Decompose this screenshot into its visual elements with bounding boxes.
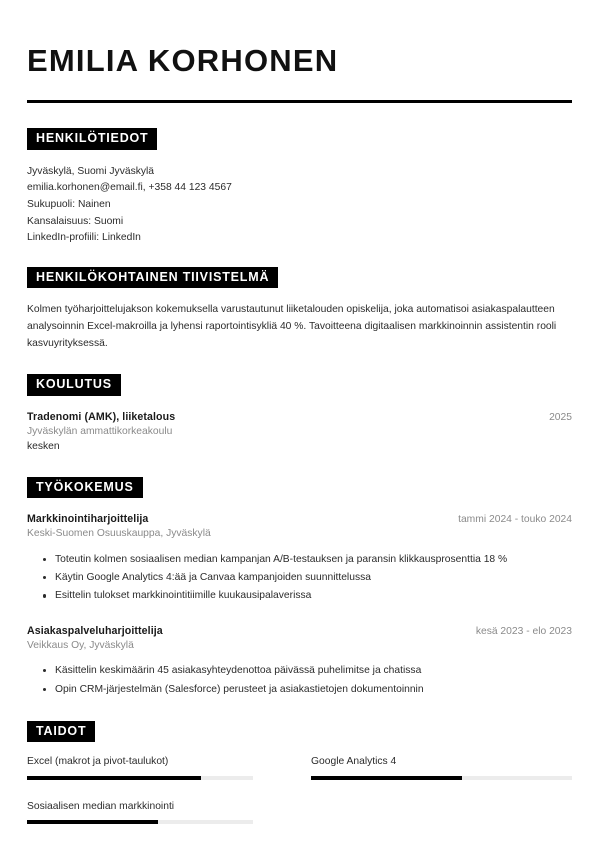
contact-line-linkedin: LinkedIn-profiili: LinkedIn: [27, 232, 141, 244]
section-skills: [27, 721, 572, 844]
page-title: EMILIA KORHONEN: [27, 43, 339, 78]
skill-track: [27, 776, 253, 780]
skill-track: [27, 820, 253, 824]
section-experience: [27, 477, 572, 699]
education-institution: Jyväskylän ammattikorkeakoulu: [27, 425, 173, 437]
experience-employer: Keski-Suomen Osuuskauppa, Jyväskylä: [27, 528, 211, 540]
contact-line-email-phone: emilia.korhonen@email.fi, +358 44 123 4567: [27, 182, 232, 194]
contact-line-gender: Sukupuoli: Nainen: [27, 198, 111, 210]
section-badge-skills: TAIDOT: [27, 721, 95, 743]
section-education: [27, 374, 572, 454]
experience-job-title: Asiakaspalveluharjoittelija: [27, 624, 163, 637]
contact-line-location: Jyväskylä, Suomi Jyväskylä: [27, 165, 155, 177]
experience-job-title: Markkinointiharjoittelija: [27, 513, 149, 526]
experience-date: tammi 2024 - touko 2024: [458, 514, 572, 526]
skill-fill: [27, 776, 201, 780]
education-degree: Tradenomi (AMK), liiketalous: [27, 410, 176, 423]
section-badge-experience: TYÖKOKEMUS: [27, 477, 143, 499]
education-date: 2025: [549, 411, 572, 423]
experience-employer: Veikkaus Oy, Jyväskylä: [27, 639, 134, 651]
education-status: kesken: [27, 441, 60, 453]
summary-text: Kolmen työharjoittelujakson kokemuksella varustautunut liiketalouden opiskelija, joka automatisoi asiakaspalautteen analysoinnin Excel-makroilla ja lyhensi raportointisykliä 40 %. Tavoitteena digitaalisen markkinoinnin assistentin rooli kasvuyrityksessä.: [27, 304, 557, 349]
contact-line-nationality: Kansalaisuus: Suomi: [27, 215, 124, 227]
list-item: Käsittelin keskimäärin 45 asiakasyhteydenottoa päivässä puhelimitse ja chatissa: [27, 662, 572, 680]
education-entry: [27, 411, 572, 455]
experience-entry-header: [27, 513, 572, 525]
experience-bullet-list: [27, 662, 572, 699]
skill-item: [27, 800, 253, 824]
list-item: Toteutin kolmen sosiaalisen median kampanjan A/B-testauksen ja paransin klikkausprosenttia 18 %: [27, 551, 572, 569]
skills-grid: [27, 755, 572, 844]
section-badge-summary: HENKILÖKOHTAINEN TIIVISTELMÄ: [27, 267, 278, 289]
contact-list: [27, 164, 572, 247]
skill-label: Excel (makrot ja pivot-taulukot): [27, 756, 169, 768]
section-summary: [27, 267, 572, 353]
section-badge-education: KOULUTUS: [27, 374, 121, 396]
skill-fill: [27, 820, 158, 824]
skill-label: Sosiaalisen median markkinointi: [27, 800, 175, 812]
skill-fill: [311, 776, 462, 780]
skill-item: [27, 755, 253, 779]
section-personal-info: [27, 128, 572, 247]
experience-date: kesä 2023 - elo 2023: [475, 625, 572, 637]
skill-label: Google Analytics 4: [311, 756, 397, 768]
header-divider: [27, 100, 572, 103]
skill-track: [311, 776, 572, 780]
section-badge-personal-info: HENKILÖTIEDOT: [27, 128, 157, 150]
experience-entry: [27, 625, 572, 699]
experience-bullet-list: [27, 551, 572, 606]
list-item: Opin CRM-järjestelmän (Salesforce) perusteet ja asiakastietojen dokumentoinnin: [27, 681, 572, 699]
skill-item: [311, 755, 572, 779]
list-item: Käytin Google Analytics 4:ää ja Canvaa kampanjoiden suunnittelussa: [27, 569, 572, 587]
education-entry-header: [27, 411, 572, 423]
experience-entry-header: [27, 625, 572, 637]
list-item: Esittelin tulokset markkinointitiimille kuukausipalaverissa: [27, 587, 572, 605]
experience-entry: [27, 513, 572, 605]
